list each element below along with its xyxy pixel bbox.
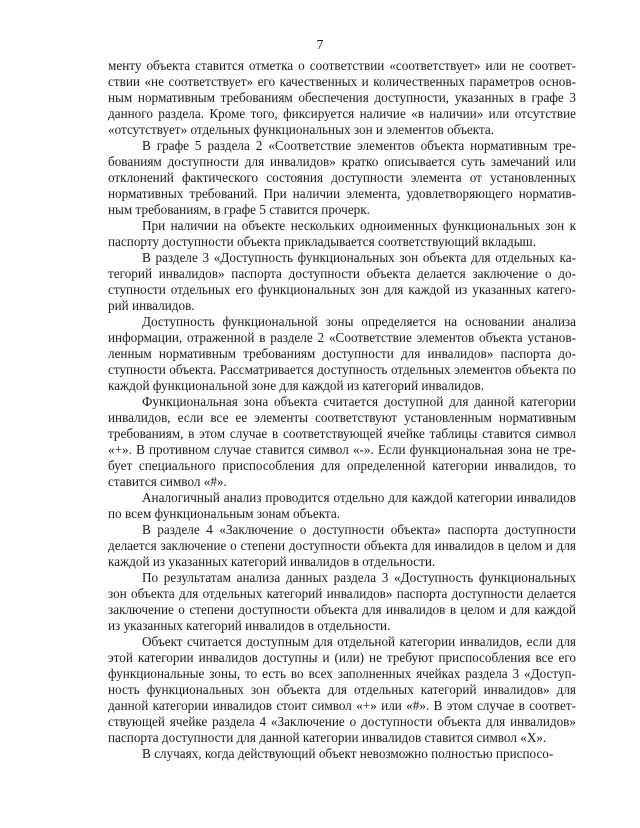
paragraph-9: По результатам анализа данных раздела 3 «Доступность функциональных зон объекта для отдельных категорий инвалидов» паспорта доступности делается заключение о степени доступности объекта для инвалидов в целом и для каждой из указанных категорий инвалидов в отдельности. (108, 570, 576, 633)
page-number: 7 (316, 38, 324, 53)
document-body (108, 58, 576, 762)
paragraph-2: В графе 5 раздела 2 «Соответствие элементов объекта нормативным требованиям доступности для инвалидов» кратко описывается суть замечаний или отклонений фактического состояния доступности элемента от установленных нормативных требований. При наличии элемента, удовлетворяющего нормативным требованиям, в графе 5 ставится прочерк. (108, 138, 576, 217)
paragraph-1: менту объекта ставится отметка о соответствии «соответствует» или не соответствии «не соответствует» его качественных и количественных параметров основным нормативным требованиям обеспечения доступности, указанных в графе 3 данного раздела. Кроме того, фиксируется наличие «в наличии» или отсутствие «отсутствует» отдельных функциональных зон и элементов объекта. (108, 58, 576, 137)
paragraph-10: Объект считается доступным для отдельной категории инвалидов, если для этой категории инвалидов доступны и (или) не требуют приспособления все его функциональные зоны, то есть во всех заполненных ячейках раздела 3 «Доступность функциональных зон объекта для отдельных категорий инвалидов» для данной категории инвалидов стоит символ «+» или «#». В этом случае в соответствующей ячейке раздела 4 «Заключение о доступности объекта для инвалидов» паспорта доступности для данной категории инвалидов ставится символ «Х». (108, 634, 576, 745)
paragraph-5: Доступность функциональной зоны определяется на основании анализа информации, отраженной в разделе 2 «Соответствие элементов объекта установленным нормативным требованиям доступности для инвалидов» паспорта доступности объекта. Рассматривается доступность отдельных элементов объекта по каждой функциональной зоне для каждой из категорий инвалидов. (108, 314, 576, 393)
paragraph-8: В разделе 4 «Заключение о доступности объекта» паспорта доступности делается заключение о степени доступности объекта для инвалидов в целом и для каждой из указанных категорий инвалидов в отдельности. (108, 522, 576, 569)
paragraph-6: Функциональная зона объекта считается доступной для данной категории инвалидов, если все ее элементы соответствуют установленным нормативным требованиям, в этом случае в соответствующей ячейке таблицы ставится символ «+». В противном случае ставится символ «-». Если функциональная зона не требует специального приспособления для определенной категории инвалидов, то ставится символ «#». (108, 394, 576, 489)
paragraph-11: В случаях, когда действующий объект невозможно полностью приспосо- (142, 746, 554, 761)
paragraph-7: Аналогичный анализ проводится отдельно для каждой категории инвалидов по всем функциональным зонам объекта. (108, 490, 576, 521)
paragraph-3: При наличии на объекте нескольких одноименных функциональных зон к паспорту доступности объекта прикладывается соответствующий вкладыш. (108, 218, 576, 249)
paragraph-4: В разделе 3 «Доступность функциональных зон объекта для отдельных категорий инвалидов» паспорта доступности объекта делается заключение о доступности отдельных его функциональных зон для каждой из указанных категорий инвалидов. (108, 250, 576, 313)
